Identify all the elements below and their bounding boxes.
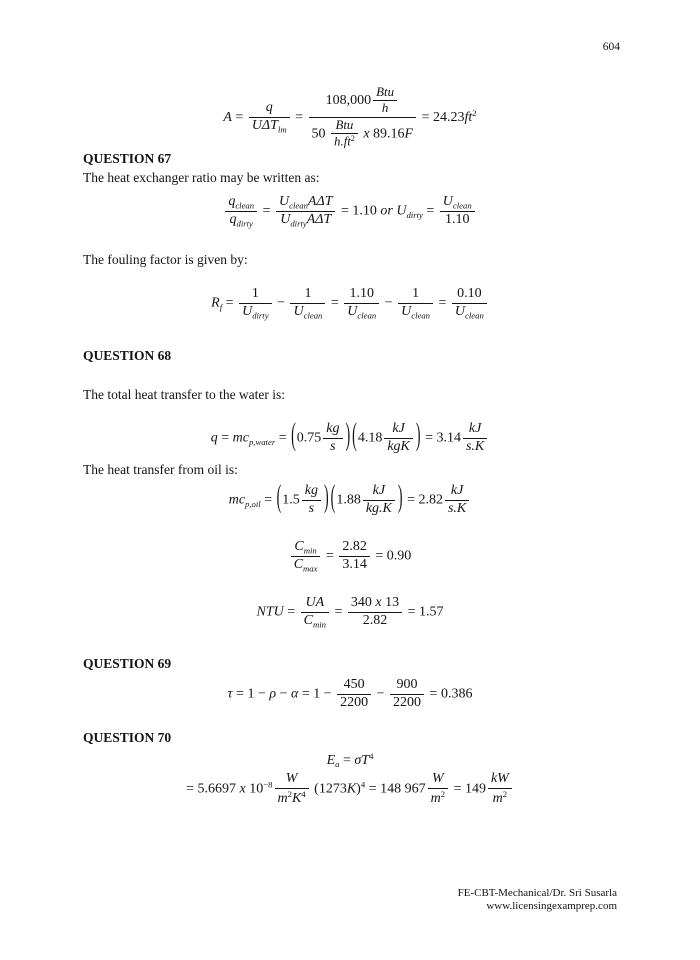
math-text: 2200 xyxy=(340,694,369,710)
math-text: kJ xyxy=(372,483,386,498)
math-numerator xyxy=(429,771,447,788)
math-paren: ) xyxy=(345,418,351,454)
math-numerator xyxy=(448,483,466,500)
math-text: kJ xyxy=(450,483,464,498)
equation-tau xyxy=(60,677,640,712)
math-numerator xyxy=(389,421,407,438)
math-subscript: clean xyxy=(289,200,308,211)
math-fraction xyxy=(398,286,433,321)
math-text: 10 xyxy=(245,781,264,797)
math-numerator xyxy=(301,286,314,303)
math-numerator xyxy=(466,421,484,438)
math-text: kJ xyxy=(468,421,482,436)
math-fraction xyxy=(488,771,512,807)
math-text: = xyxy=(291,109,307,125)
math-text: s xyxy=(330,438,336,454)
math-denominator xyxy=(452,303,487,321)
math-text: R xyxy=(211,295,220,311)
math-text: = 148 967 xyxy=(365,781,426,797)
math-numerator xyxy=(323,85,402,117)
math-text: 2.82 xyxy=(342,539,367,555)
math-text: τ xyxy=(227,686,233,702)
math-text: = xyxy=(231,109,247,125)
math-text: 450 xyxy=(343,677,365,692)
math-text: U xyxy=(279,194,290,209)
math-denominator xyxy=(275,788,309,808)
math-text: = xyxy=(327,295,343,311)
math-text: kW xyxy=(490,771,509,786)
math-text: = 1.57 xyxy=(404,604,444,620)
math-text: m xyxy=(277,790,288,806)
math-superscript: 2 xyxy=(502,788,508,799)
math-fraction xyxy=(239,286,272,321)
math-numerator xyxy=(276,194,335,211)
math-text: 2200 xyxy=(393,694,422,710)
q68-oil-text: The heat transfer from oil is: xyxy=(83,462,238,477)
math-text: = 0.90 xyxy=(371,548,412,564)
question-68-heading: QUESTION 68 xyxy=(83,348,172,363)
math-text: 1 xyxy=(412,286,420,301)
question-69-heading: QUESTION 69 xyxy=(83,656,172,671)
math-paren: ) xyxy=(324,480,329,516)
math-subscript: a xyxy=(335,759,340,770)
math-denominator xyxy=(239,303,272,321)
math-text: 1 xyxy=(251,286,259,301)
math-denominator xyxy=(331,133,358,150)
math-text: = xyxy=(435,295,450,311)
math-text: U xyxy=(442,194,453,210)
math-fraction xyxy=(348,595,402,630)
math-text: AΔT xyxy=(306,211,332,227)
page-number: 604 xyxy=(602,41,620,53)
math-fraction xyxy=(373,85,397,117)
math-fraction xyxy=(363,483,395,518)
math-fraction xyxy=(309,85,417,150)
math-text: α xyxy=(290,686,299,702)
math-text: 2.82 xyxy=(362,612,388,628)
math-text: kg xyxy=(326,421,340,436)
math-text: = 149 xyxy=(450,781,486,797)
math-subscript: clean xyxy=(303,310,323,321)
math-superscript: 4 xyxy=(301,788,306,799)
math-text: m xyxy=(430,790,441,806)
math-text: m xyxy=(492,790,503,806)
math-denominator xyxy=(440,211,475,229)
math-text: = 1.10 xyxy=(337,203,381,219)
math-text: W xyxy=(285,771,298,786)
math-text: 1.5 xyxy=(282,492,300,508)
math-subscript: dirty xyxy=(252,310,269,321)
math-paren: ( xyxy=(330,480,336,516)
math-numerator xyxy=(341,677,368,694)
math-fraction xyxy=(384,421,413,456)
math-fraction xyxy=(275,771,309,807)
math-denominator xyxy=(348,612,402,630)
math-superscript: −8 xyxy=(263,779,273,790)
math-subscript: dirty xyxy=(236,218,253,229)
math-denominator xyxy=(276,211,335,229)
math-text: − xyxy=(373,686,389,702)
math-text: F xyxy=(404,126,414,142)
math-superscript: 2 xyxy=(472,108,477,119)
math-paren: ) xyxy=(415,418,421,454)
math-fraction xyxy=(331,118,358,150)
math-text: 340 xyxy=(350,595,376,611)
math-text: − xyxy=(381,295,397,311)
math-denominator xyxy=(225,211,257,229)
math-text: 108,000 xyxy=(325,93,372,109)
math-text: = 24.23 xyxy=(418,109,465,125)
math-denominator xyxy=(445,500,469,518)
math-numerator xyxy=(370,483,388,500)
math-paren: ( xyxy=(352,418,357,454)
math-text: σT xyxy=(354,752,370,768)
math-denominator xyxy=(344,303,379,321)
math-text: = xyxy=(222,295,238,311)
math-text: or U xyxy=(380,203,407,219)
math-text: Btu xyxy=(376,85,395,99)
math-text: E xyxy=(326,752,336,768)
equation-ea xyxy=(60,751,640,771)
math-denominator xyxy=(390,694,424,712)
math-numerator xyxy=(225,194,257,211)
math-numerator xyxy=(454,286,485,303)
math-numerator xyxy=(323,421,342,438)
math-numerator xyxy=(263,100,276,117)
math-subscript: lm xyxy=(277,124,287,135)
math-text: Btu xyxy=(335,117,354,132)
math-text: − xyxy=(276,686,291,702)
math-text: q xyxy=(229,211,237,227)
math-subscript: clean xyxy=(411,310,431,321)
math-text: 0.10 xyxy=(457,286,482,301)
math-text: = xyxy=(322,548,338,564)
math-denominator xyxy=(384,438,413,456)
math-denominator xyxy=(302,500,321,518)
math-denominator xyxy=(398,303,433,321)
math-text: = xyxy=(283,604,299,620)
math-denominator xyxy=(463,438,487,456)
equation-q-water xyxy=(60,418,640,456)
math-fraction xyxy=(290,286,325,321)
math-text: = 3.14 xyxy=(421,430,461,446)
math-numerator xyxy=(302,483,321,500)
math-denominator xyxy=(291,556,321,574)
math-text: = xyxy=(217,430,233,446)
math-fraction xyxy=(440,194,475,229)
math-text: K xyxy=(291,790,302,806)
math-subscript: max xyxy=(303,563,318,574)
math-text: = xyxy=(259,203,275,219)
math-text: AΔT xyxy=(307,194,333,209)
math-numerator xyxy=(394,677,421,694)
math-text: kJ xyxy=(392,421,405,436)
math-text: kg xyxy=(304,483,318,498)
math-text: x xyxy=(359,126,374,142)
math-superscript: 2 xyxy=(287,788,292,799)
equation-c-ratio xyxy=(60,539,640,574)
math-text: W xyxy=(431,771,444,786)
math-denominator xyxy=(301,612,329,630)
math-text: UΔT xyxy=(251,118,278,134)
math-text: − xyxy=(273,295,289,311)
math-text: 1.10 xyxy=(444,211,470,227)
math-text: mc xyxy=(232,430,249,446)
q68-water-text: The total heat transfer to the water is: xyxy=(83,387,286,402)
math-numerator xyxy=(302,595,327,612)
math-denominator xyxy=(363,500,395,518)
math-fraction xyxy=(339,539,370,574)
math-fraction xyxy=(291,539,321,574)
math-denominator xyxy=(339,556,370,574)
math-fraction xyxy=(428,771,448,807)
math-fraction xyxy=(463,421,487,456)
math-denominator xyxy=(373,100,397,116)
math-superscript: 2 xyxy=(350,134,355,144)
math-text: 900 xyxy=(396,677,418,692)
math-denominator xyxy=(309,117,417,150)
math-subscript: min xyxy=(303,545,317,556)
math-subscript: min xyxy=(312,619,326,630)
math-fraction xyxy=(344,286,379,321)
math-text: h.ft xyxy=(334,134,351,149)
math-paren: ( xyxy=(276,480,282,516)
math-superscript: 4 xyxy=(369,751,374,761)
math-text: 1 xyxy=(304,286,312,301)
math-text: = xyxy=(275,430,291,446)
math-numerator xyxy=(332,118,356,133)
math-text: ρ xyxy=(269,686,277,702)
math-fraction xyxy=(323,421,342,456)
math-denominator xyxy=(428,788,448,808)
math-paren: ( xyxy=(291,418,296,454)
math-text: q xyxy=(210,430,218,446)
math-text: UA xyxy=(305,595,325,610)
equation-fouling xyxy=(60,286,640,321)
math-denominator xyxy=(323,438,342,456)
math-subscript: clean xyxy=(235,200,255,211)
math-text: q xyxy=(228,194,236,209)
math-numerator xyxy=(283,771,301,788)
math-text: ft xyxy=(464,109,473,125)
q67-intro-text: The heat exchanger ratio may be written as: xyxy=(83,170,320,185)
math-subscript: dirty xyxy=(290,218,307,229)
math-text: = xyxy=(339,752,355,768)
question-70-heading: QUESTION 70 xyxy=(83,730,172,745)
math-text: = 1 − xyxy=(232,686,270,702)
equation-mc-oil xyxy=(60,480,640,518)
math-text: kgK xyxy=(387,438,410,454)
math-text: h xyxy=(381,101,389,116)
math-text: mc xyxy=(228,492,246,508)
math-text: C xyxy=(303,612,313,628)
math-text: s.K xyxy=(465,438,485,454)
math-subscript: clean xyxy=(452,200,472,211)
math-numerator xyxy=(373,85,397,100)
math-text: = xyxy=(330,604,346,620)
math-numerator xyxy=(348,595,402,612)
math-text: 4.18 xyxy=(357,430,383,446)
math-text: U xyxy=(280,211,291,227)
math-subscript: clean xyxy=(465,310,484,321)
math-paren: ) xyxy=(397,480,403,516)
math-text: x xyxy=(375,595,382,611)
equation-ea-value xyxy=(60,771,640,807)
math-text: s.K xyxy=(447,500,467,516)
math-fraction xyxy=(302,483,321,518)
math-text: = 2.82 xyxy=(403,492,443,508)
equation-area xyxy=(60,85,640,150)
math-text: U xyxy=(242,303,253,319)
math-text: = 0.386 xyxy=(426,686,473,702)
math-fraction xyxy=(301,595,329,630)
math-numerator xyxy=(440,194,475,211)
math-text: q xyxy=(265,100,273,116)
math-denominator xyxy=(488,788,512,808)
math-text: 1.88 xyxy=(336,492,361,508)
math-text: 50 xyxy=(311,126,330,142)
math-denominator xyxy=(249,117,290,135)
math-text: = 1 − xyxy=(298,686,336,702)
math-numerator xyxy=(291,539,319,556)
math-fraction xyxy=(445,483,469,518)
math-text: = xyxy=(422,203,438,219)
math-text: x xyxy=(239,781,246,797)
math-superscript: 2 xyxy=(440,788,446,799)
footer-author: FE-CBT-Mechanical/Dr. Sri Susarla xyxy=(457,887,617,899)
math-text: ) xyxy=(356,781,361,797)
math-numerator xyxy=(347,286,378,303)
math-fraction xyxy=(452,286,487,321)
math-text: U xyxy=(347,303,358,319)
math-numerator xyxy=(249,286,262,303)
math-denominator xyxy=(290,303,325,321)
question-67-heading: QUESTION 67 xyxy=(83,151,172,166)
page-footer xyxy=(458,887,617,914)
math-text: K xyxy=(346,781,357,797)
math-text: (1273 xyxy=(310,781,347,797)
math-text: U xyxy=(401,303,412,319)
math-text: C xyxy=(293,556,304,572)
math-denominator xyxy=(337,694,371,712)
math-subscript: dirty xyxy=(406,210,423,221)
math-text: = xyxy=(260,492,276,508)
math-text: 89.16 xyxy=(373,126,405,142)
math-numerator xyxy=(339,539,370,556)
math-text: kg.K xyxy=(365,500,392,516)
q67-fouling-text: The fouling factor is given by: xyxy=(83,252,248,267)
math-subscript: p,oil xyxy=(245,498,261,509)
math-text: 1.10 xyxy=(349,286,374,301)
math-superscript: 4 xyxy=(360,779,366,790)
math-text: A xyxy=(223,109,232,125)
math-text: 13 xyxy=(381,595,400,611)
math-numerator xyxy=(409,286,422,303)
math-subscript: p,water xyxy=(248,436,276,447)
equation-ntu xyxy=(60,595,640,630)
math-text: 3.14 xyxy=(342,556,367,572)
math-subscript: clean xyxy=(357,310,377,321)
math-fraction xyxy=(337,677,371,712)
equation-ratio xyxy=(60,194,640,229)
math-text: NTU xyxy=(256,604,284,620)
math-text: U xyxy=(293,303,304,319)
math-numerator xyxy=(488,771,512,788)
math-text: C xyxy=(294,539,304,554)
math-text: 0.75 xyxy=(296,430,322,446)
math-fraction xyxy=(276,194,335,229)
math-fraction xyxy=(225,194,257,229)
math-fraction xyxy=(390,677,424,712)
math-text: = 5.6697 xyxy=(186,781,240,797)
math-fraction xyxy=(249,100,290,135)
math-text: s xyxy=(308,500,315,516)
footer-url: www.licensingexamprep.com xyxy=(486,900,617,913)
math-subscript: f xyxy=(219,302,223,313)
math-text: U xyxy=(454,303,466,319)
